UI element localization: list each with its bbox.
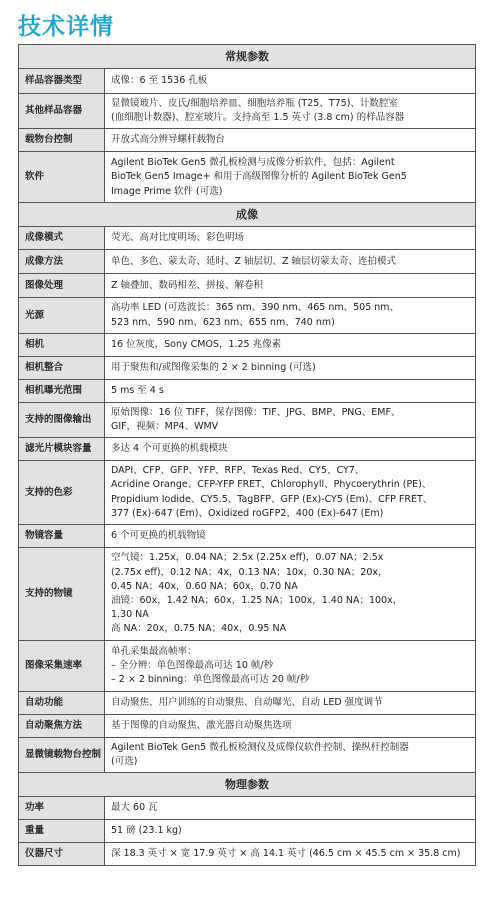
spec-label-text: 自动功能 xyxy=(25,696,64,708)
spec-row xyxy=(18,797,476,820)
spec-value xyxy=(105,797,475,819)
spec-value-line: 深 18.3 英寸 × 宽 17.9 英寸 × 高 14.1 英寸 (46.5 cm × 45.5 cm × 35.8 cm) xyxy=(111,848,461,860)
spec-value xyxy=(105,274,475,297)
section-heading: 物理参数 xyxy=(18,773,476,797)
spec-value-line: – 全分辨：单色图像最高可达 10 帧/秒 xyxy=(111,659,274,671)
spec-label xyxy=(19,227,105,249)
spec-value-line: 最大 60 瓦 xyxy=(111,802,158,814)
spec-value-line: 单孔采集最高帧率： xyxy=(111,645,197,657)
spec-row xyxy=(18,69,476,94)
spec-value-line: 成像：6 至 1536 孔板 xyxy=(111,74,208,86)
spec-value-line: 原始图像：16 位 TIFF，保存图像：TIF、JPG、BMP、PNG、EMF、 xyxy=(111,406,401,418)
spec-row xyxy=(18,250,476,274)
spec-value xyxy=(105,715,475,737)
spec-label xyxy=(19,820,105,842)
spec-label xyxy=(19,715,105,737)
spec-value-line: Propidium Iodide、CY5.5、TagBFP、GFP (Ex)-CY5 (Em)、CFP FRET、 xyxy=(111,493,433,505)
spec-label-text: 其他样品容器 xyxy=(25,105,83,117)
spec-value-line: 523 nm、590 nm、623 nm、655 nm、740 nm) xyxy=(111,316,335,328)
spec-label xyxy=(19,298,105,332)
spec-label xyxy=(19,843,105,865)
spec-label-text: 软件 xyxy=(25,171,45,183)
spec-value xyxy=(105,69,475,93)
spec-row xyxy=(18,357,476,380)
spec-label-text: 相机整合 xyxy=(25,361,64,373)
spec-label xyxy=(19,548,105,640)
spec-label-text: 相机 xyxy=(25,338,45,350)
spec-label-text: 自动聚焦方法 xyxy=(25,719,83,731)
spec-value xyxy=(105,438,475,460)
spec-label xyxy=(19,250,105,273)
spec-row xyxy=(18,715,476,738)
spec-value-line: 高功率 LED (可选波长：365 nm、390 nm、465 nm、505 nm、 xyxy=(111,302,400,314)
spec-row xyxy=(18,525,476,548)
spec-label xyxy=(19,334,105,356)
spec-value-line: 油镜：60x，1.42 NA；60x，1.25 NA；100x，1.40 NA；100x， xyxy=(111,595,403,607)
spec-value-line: Acridine Orange、CFP-YFP FRET、Chlorophyll、Phycoerythrin (PE)、 xyxy=(111,479,432,491)
spec-row xyxy=(18,129,476,152)
spec-label xyxy=(19,438,105,460)
spec-value-line: 51 磅 (23.1 kg) xyxy=(111,825,182,837)
spec-label-text: 滤光片模块容量 xyxy=(25,443,92,455)
spec-value xyxy=(105,738,475,772)
spec-label xyxy=(19,692,105,714)
spec-label-text: 成像模式 xyxy=(25,232,64,244)
spec-value-line: 自动聚焦、用户训练的自动聚焦、自动曝光、自动 LED 强度调节 xyxy=(111,696,383,708)
section-heading: 常规参数 xyxy=(18,45,476,69)
spec-row xyxy=(18,152,476,203)
spec-label xyxy=(19,525,105,547)
spec-value xyxy=(105,641,475,691)
spec-value xyxy=(105,94,475,128)
spec-value-line: (血细胞计数器)、腔室玻片。支持高至 1.5 英寸 (3.8 cm) 的样品容器 xyxy=(111,112,405,124)
spec-label xyxy=(19,461,105,524)
spec-label-text: 载物台控制 xyxy=(25,134,73,146)
spec-value-line: 基于图像的自动聚焦、激光器自动聚焦选项 xyxy=(111,719,292,731)
spec-value-line: 377 (Ex)-647 (Em)、Oxidized roGFP2、400 (Ex)-647 (Em) xyxy=(111,507,384,519)
spec-row xyxy=(18,227,476,250)
spec-value-line: 用于聚焦和/或图像采集的 2 × 2 binning (可选) xyxy=(111,361,316,373)
spec-value-line: 开放式高分辨导螺杆载物台 xyxy=(111,134,226,146)
page-title: 技术详情 xyxy=(18,14,114,40)
spec-label xyxy=(19,797,105,819)
spec-value-line: 5 ms 至 4 s xyxy=(111,384,164,396)
spec-row xyxy=(18,403,476,438)
spec-label-text: 图像处理 xyxy=(25,279,64,291)
spec-value-line: 6 个可更换的机载物镜 xyxy=(111,529,206,541)
spec-value xyxy=(105,548,475,640)
spec-value-line: DAPI、CFP、GFP、YFP、RFP、Texas Red、CY5、CY7、 xyxy=(111,465,365,477)
spec-value-line: 显微镜玻片、皮氏/细胞培养皿、细胞培养瓶 (T25、T75)、计数腔室 xyxy=(111,98,398,109)
spec-label xyxy=(19,641,105,691)
spec-row xyxy=(18,94,476,129)
section-heading: 成像 xyxy=(18,203,476,227)
spec-label-text: 支持的色彩 xyxy=(25,486,73,498)
spec-label-text: 仪器尺寸 xyxy=(25,848,64,860)
spec-value-line: 16 位灰度，Sony CMOS，1.25 兆像素 xyxy=(111,338,282,350)
spec-label-text: 支持的物镜 xyxy=(25,587,73,599)
spec-label xyxy=(19,357,105,379)
spec-value-line: (可选) xyxy=(111,756,138,768)
spec-row xyxy=(18,298,476,333)
spec-row xyxy=(18,334,476,357)
spec-value-line: (2.75x eff)，0.12 NA；4x，0.13 NA；10x，0.30 NA；20x， xyxy=(111,566,388,578)
spec-row xyxy=(18,843,476,866)
spec-label xyxy=(19,738,105,772)
spec-label-text: 相机曝光范围 xyxy=(25,384,83,396)
spec-value xyxy=(105,152,475,202)
spec-label xyxy=(19,129,105,151)
spec-value xyxy=(105,334,475,356)
spec-label-text: 光源 xyxy=(25,309,45,321)
spec-value-line: – 2 × 2 binning：单色图像最高可达 20 帧/秒 xyxy=(111,674,310,686)
spec-label-text: 图像采集速率 xyxy=(25,659,83,671)
spec-value-line: Image Prime 软件 (可选) xyxy=(111,185,223,197)
spec-label xyxy=(19,403,105,437)
spec-value-line: Z 轴叠加、数码相差、拼接、解卷积 xyxy=(111,279,264,291)
spec-value xyxy=(105,298,475,332)
spec-value-line: 荧光、高对比度明场、彩色明场 xyxy=(111,232,245,244)
spec-value-line: 单色、多色、蒙太奇、延时、Z 轴层切、Z 轴层切蒙太奇、连拍模式 xyxy=(111,255,397,267)
spec-value-line: 高 NA：20x，0.75 NA；40x，0.95 NA xyxy=(111,623,287,635)
spec-value-line: Agilent BioTek Gen5 微孔板检测与成像分析软件，包括：Agilent xyxy=(111,157,395,169)
spec-value-line: 0.45 NA；40x，0.60 NA；60x，0.70 NA xyxy=(111,580,298,592)
spec-label-text: 支持的图像输出 xyxy=(25,413,92,425)
spec-row xyxy=(18,641,476,692)
spec-label-text: 成像方法 xyxy=(25,255,64,267)
spec-table xyxy=(18,44,476,866)
spec-value xyxy=(105,820,475,842)
spec-label xyxy=(19,94,105,128)
spec-value xyxy=(105,403,475,437)
spec-value-line: BioTek Gen5 Image+ 和用于高级图像分析的 Agilent BioTek Gen5 xyxy=(111,171,407,183)
spec-label xyxy=(19,274,105,297)
spec-value xyxy=(105,250,475,273)
spec-row xyxy=(18,692,476,715)
spec-value xyxy=(105,357,475,379)
spec-value xyxy=(105,692,475,714)
spec-value xyxy=(105,129,475,151)
spec-value-line: GIF，视频：MP4、WMV xyxy=(111,421,219,433)
spec-value xyxy=(105,461,475,524)
spec-row xyxy=(18,820,476,843)
spec-value xyxy=(105,227,475,249)
spec-row xyxy=(18,548,476,641)
spec-label xyxy=(19,69,105,93)
spec-label-text: 显微镜载物台控制 xyxy=(25,749,102,761)
spec-value xyxy=(105,843,475,865)
spec-row xyxy=(18,380,476,403)
spec-value xyxy=(105,380,475,402)
spec-value-line: Agilent BioTek Gen5 微孔板检测仪及成像仪软件控制、操纵杆控制器 xyxy=(111,742,409,754)
spec-value-line: 多达 4 个可更换的机载模块 xyxy=(111,443,228,455)
spec-label-text: 功率 xyxy=(25,802,45,814)
spec-label-text: 重量 xyxy=(25,825,45,837)
spec-value-line: 空气镜：1.25x，0.04 NA；2.5x (2.25x eff)，0.07 NA；2.5x xyxy=(111,552,384,564)
spec-label xyxy=(19,380,105,402)
spec-row xyxy=(18,438,476,461)
spec-row xyxy=(18,274,476,298)
spec-row xyxy=(18,461,476,525)
spec-row xyxy=(18,738,476,773)
spec-value-line: 1.30 NA xyxy=(111,609,149,621)
spec-label-text: 物镜容量 xyxy=(25,529,64,541)
spec-value xyxy=(105,525,475,547)
spec-label-text: 样品容器类型 xyxy=(25,74,83,86)
spec-label xyxy=(19,152,105,202)
